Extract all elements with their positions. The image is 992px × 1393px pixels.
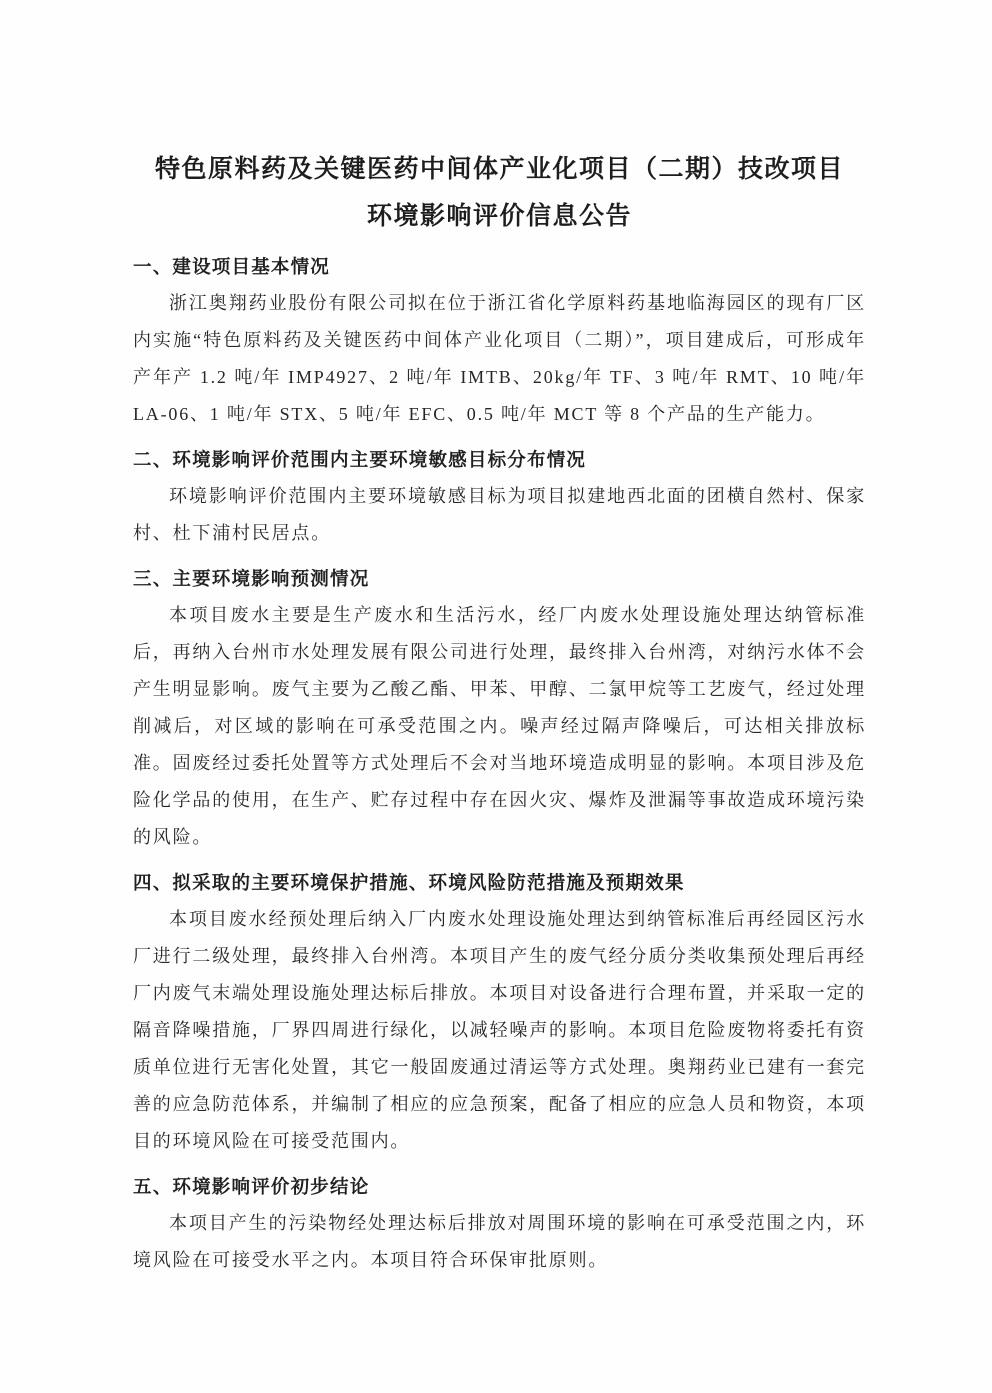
section-1-paragraph-1: 浙江奥翔药业股份有限公司拟在位于浙江省化学原料药基地临海园区的现有厂区内实施“特色原料药及关键医药中间体产业化项目（二期）”，项目建成后，可形成年产年产 1.2 吨/年 IMP4927、2 吨/年 IMTB、20kg/年 TF、3 吨/年 RMT、10 吨/年 LA-06、1 吨/年 STX、5 吨/年 EFC、0.5 吨/年 MCT 等 8 个产品的生产能力。 — [133, 293, 866, 424]
section-2-paragraph-1: 环境影响评价范围内主要环境敏感目标为项目拟建地西北面的团横自然村、保家村、杜下浦村民居点。 — [133, 486, 866, 543]
section-heading-4: 四、拟采取的主要环境保护措施、环境风险防范措施及预期效果 — [133, 872, 685, 893]
section-heading-2: 二、环境影响评价范围内主要环境敏感目标分布情况 — [133, 449, 587, 470]
document-sections — [133, 248, 866, 1279]
section-heading-1: 一、建设项目基本情况 — [133, 256, 331, 277]
section-3-paragraph-1: 本项目废水主要是生产废水和生活污水，经厂内废水处理设施处理达纳管标准后，再纳入台州市水处理发展有限公司进行处理，最终排入台州湾，对纳污水体不会产生明显影响。废气主要为乙酸乙酯、甲苯、甲醇、二氯甲烷等工艺废气，经过处理削减后，对区域的影响在可承受范围之内。噪声经过隔声降噪后，可达相关排放标准。固废经过委托处置等方式处理后不会对当地环境造成明显的影响。本项目涉及危险化学品的使用，在生产、贮存过程中存在因火灾、爆炸及泄漏等事故造成环境污染的风险。 — [133, 605, 866, 847]
title-line-1: 特色原料药及关键医药中间体产业化项目（二期）技改项目 — [154, 155, 844, 183]
section-heading-5: 五、环境影响评价初步结论 — [133, 1176, 370, 1197]
section-4-paragraph-1: 本项目废水经预处理后纳入厂内废水处理设施处理达到纳管标准后再经园区污水厂进行二级处理，最终排入台州湾。本项目产生的废气经分质分类收集预处理后再经厂内废气末端处理设施处理达标后排放。本项目对设备进行合理布置，并采取一定的隔音降噪措施，厂界四周进行绿化，以减轻噪声的影响。本项目危险废物将委托有资质单位进行无害化处置，其它一般固废通过清运等方式处理。奥翔药业已建有一套完善的应急防范体系，并编制了相应的应急预案，配备了相应的应急人员和物资，本项目的环境风险在可接受范围内。 — [133, 909, 866, 1151]
document-title — [133, 146, 866, 240]
title-line-2: 环境影响评价信息公告 — [366, 202, 632, 230]
document-content — [133, 146, 866, 1279]
section-5-paragraph-1: 本项目产生的污染物经处理达标后排放对周围环境的影响在可承受范围之内，环境风险在可接受水平之内。本项目符合环保审批原则。 — [133, 1213, 866, 1270]
section-heading-3: 三、主要环境影响预测情况 — [133, 568, 370, 589]
